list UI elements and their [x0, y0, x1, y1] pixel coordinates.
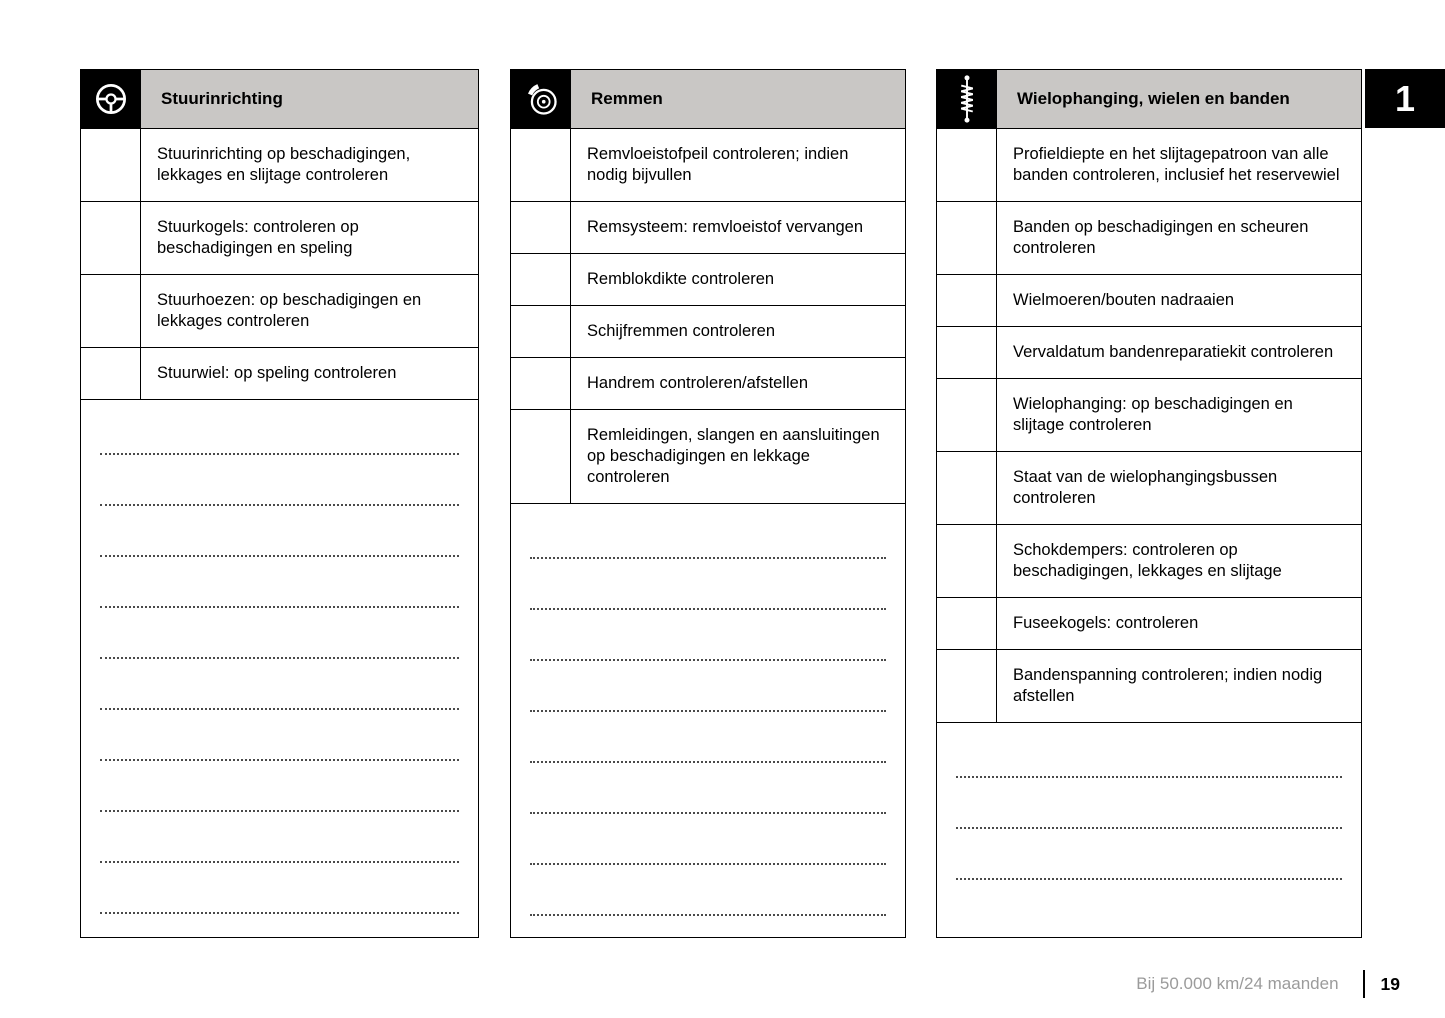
checklist-item-text: Wielmoeren/bouten nadraaien	[1013, 291, 1235, 309]
checklist-item-text: Schijfremmen controleren	[587, 322, 775, 340]
checklist-row	[511, 202, 905, 254]
checklist-item-text: Remblokdikte controleren	[587, 270, 775, 288]
table-title: Remmen	[571, 70, 905, 128]
checklist-columns	[80, 69, 1362, 938]
checkbox-cell	[937, 275, 997, 326]
checklist-row	[511, 306, 905, 358]
checklist-item-text: Remvloeistofpeil controleren; indien nodig bijvullen	[587, 145, 849, 184]
notes-area	[81, 400, 478, 937]
checklist-item-text: Profieldiepte en het slijtagepatroon van alle banden controleren, inclusief het reservewiel	[1013, 145, 1340, 184]
checklist-row	[81, 129, 478, 202]
checklist-row	[511, 358, 905, 410]
footer-divider	[1363, 970, 1365, 998]
note-line	[530, 610, 886, 661]
table-title: Stuurinrichting	[141, 70, 478, 128]
note-line	[530, 814, 886, 865]
table-header	[81, 70, 478, 129]
checklist-row	[81, 348, 478, 400]
page-footer	[0, 966, 1445, 1002]
chapter-tab: 1	[1365, 69, 1445, 128]
note-line	[530, 508, 886, 559]
note-line	[100, 659, 459, 710]
note-line	[100, 557, 459, 608]
note-line	[530, 865, 886, 916]
checklist-item-text: Fuseekogels: controleren	[1013, 614, 1199, 632]
checklist-row	[511, 129, 905, 202]
checklist-row	[81, 275, 478, 348]
checkbox-cell	[937, 202, 997, 274]
note-line	[100, 608, 459, 659]
checklist-item-text: Stuurinrichting op beschadigingen, lekkages en slijtage controleren	[157, 145, 411, 184]
checkbox-cell	[511, 202, 571, 253]
note-line	[100, 863, 459, 914]
checklist-table	[510, 69, 906, 938]
checklist-item-text: Schokdempers: controleren op beschadigingen, lekkages en slijtage	[1013, 541, 1282, 580]
note-line	[100, 710, 459, 761]
note-line	[100, 812, 459, 863]
checkbox-cell	[81, 129, 141, 201]
note-line	[100, 761, 459, 812]
checkbox-cell	[81, 275, 141, 347]
checkbox-cell	[937, 525, 997, 597]
checklist-item-text: Handrem controleren/afstellen	[587, 374, 809, 392]
checklist-table	[936, 69, 1362, 938]
checklist-row	[937, 129, 1361, 202]
checklist-row	[937, 202, 1361, 275]
checkbox-cell	[511, 410, 571, 503]
checklist-item-text: Vervaldatum bandenreparatiekit controleren	[1013, 343, 1334, 361]
checkbox-cell	[937, 327, 997, 378]
checkbox-cell	[937, 129, 997, 201]
checklist-item-text: Staat van de wielophangingsbussen controleren	[1013, 468, 1278, 507]
checklist-row	[937, 598, 1361, 650]
notes-area	[937, 723, 1361, 937]
checklist-item-text: Wielophanging: op beschadigingen en slijtage controleren	[1013, 395, 1293, 434]
note-line	[530, 712, 886, 763]
checkbox-cell	[937, 379, 997, 451]
checklist-row	[937, 379, 1361, 452]
checklist-table	[80, 69, 479, 938]
table-header	[511, 70, 905, 129]
checklist-row	[937, 327, 1361, 379]
table-header	[937, 70, 1361, 129]
checklist-item-text: Stuurkogels: controleren op beschadigingen en speling	[157, 218, 359, 257]
checkbox-cell	[81, 202, 141, 274]
checklist-item-text: Remleidingen, slangen en aansluitingen op beschadigingen en lekkage controleren	[587, 426, 880, 486]
checklist-row	[937, 650, 1361, 723]
checkbox-cell	[81, 348, 141, 399]
brake-disc-icon	[511, 70, 571, 128]
checkbox-cell	[937, 650, 997, 722]
note-line	[100, 404, 459, 455]
checkbox-cell	[511, 358, 571, 409]
note-line	[956, 727, 1342, 778]
shock-absorber-icon	[937, 70, 997, 128]
service-interval-label: Bij 50.000 km/24 maanden	[1136, 974, 1339, 993]
checklist-item-text: Banden op beschadigingen en scheuren controleren	[1013, 218, 1309, 257]
checklist-row	[937, 452, 1361, 525]
note-line	[100, 506, 459, 557]
table-title: Wielophanging, wielen en banden	[997, 70, 1361, 128]
checklist-row	[511, 410, 905, 504]
checkbox-cell	[511, 254, 571, 305]
checklist-item-text: Remsysteem: remvloeistof vervangen	[587, 218, 864, 236]
checklist-row	[937, 525, 1361, 598]
note-line	[530, 763, 886, 814]
note-line	[530, 661, 886, 712]
note-line	[530, 559, 886, 610]
checklist-item-text: Stuurhoezen: op beschadigingen en lekkages controleren	[157, 291, 422, 330]
note-line	[100, 455, 459, 506]
checklist-row	[81, 202, 478, 275]
checkbox-cell	[511, 306, 571, 357]
checklist-item-text: Stuurwiel: op speling controleren	[157, 364, 397, 382]
note-line	[956, 778, 1342, 829]
checkbox-cell	[511, 129, 571, 201]
steering-wheel-icon	[81, 70, 141, 128]
checkbox-cell	[937, 452, 997, 524]
note-line	[956, 829, 1342, 880]
page-number: 19	[1380, 973, 1400, 994]
checklist-item-text: Bandenspanning controleren; indien nodig afstellen	[1013, 666, 1323, 705]
notes-area	[511, 504, 905, 937]
checklist-row	[937, 275, 1361, 327]
checkbox-cell	[937, 598, 997, 649]
checklist-row	[511, 254, 905, 306]
